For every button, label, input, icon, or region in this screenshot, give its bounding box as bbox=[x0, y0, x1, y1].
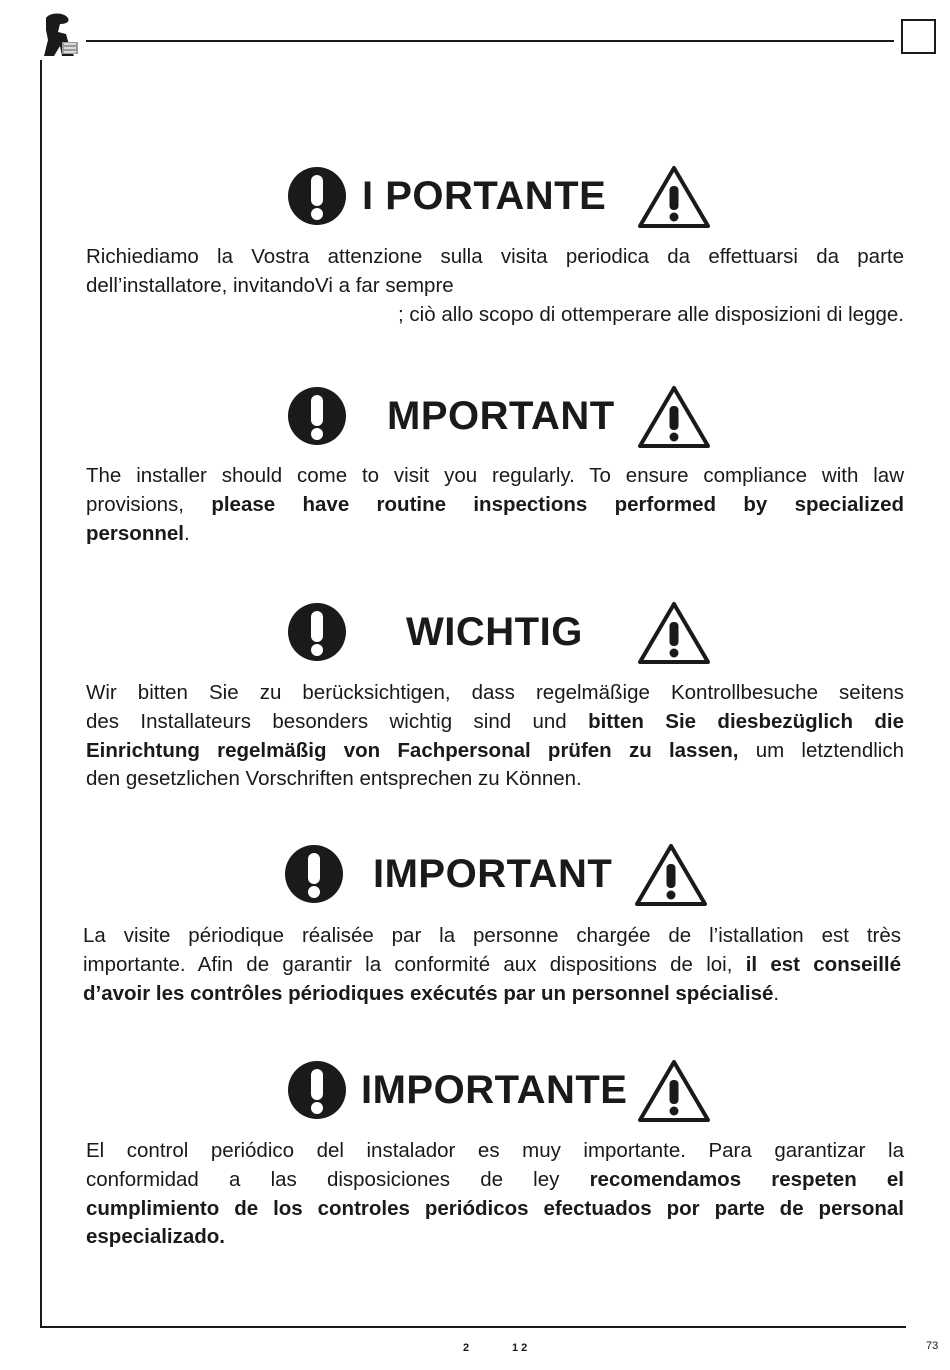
text-line: Richiediamo la Vostra attenzione sulla visita periodica da effettuarsi da parte bbox=[86, 245, 904, 268]
text-line: El control periódico del instalador es muy importante. Para garantizar la bbox=[86, 1139, 904, 1162]
text-line: Wir bitten Sie zu berücksichtigen, dass regelmäßige Kontrollbesuche seitens bbox=[86, 681, 904, 704]
heading-english bbox=[0, 386, 950, 450]
exclamation-circle-icon bbox=[284, 844, 344, 904]
text-line: d’avoir les contrôles périodiques exécutés par un personnel spécialisé. bbox=[83, 981, 780, 1005]
text-line: des Installateurs besonders wichtig sind und bitten Sie diesbezüglich die bbox=[86, 709, 904, 733]
text-line: importante. Afin de garantir la conformité aux dispositions de loi, il est conseillé bbox=[83, 952, 902, 976]
paragraph-german bbox=[86, 679, 904, 794]
footer-rule bbox=[40, 1326, 906, 1328]
heading-spanish bbox=[0, 1060, 950, 1124]
heading-title: MPORTANT bbox=[387, 394, 615, 438]
text-line: cumplimiento de los controles periódicos efectuados por parte de personal bbox=[86, 1196, 904, 1220]
heading-german bbox=[0, 602, 950, 666]
heading-italian bbox=[0, 166, 950, 230]
text-line: personnel. bbox=[86, 521, 190, 545]
exclamation-circle-icon bbox=[287, 166, 347, 226]
heading-title: WICHTIG bbox=[406, 610, 583, 654]
brand-logo bbox=[40, 12, 80, 58]
text-line: conformidad a las disposiciones de ley recomendamos respeten el bbox=[86, 1167, 904, 1191]
left-margin-rule bbox=[40, 60, 42, 1328]
warning-triangle-icon bbox=[633, 842, 709, 908]
paragraph-english bbox=[86, 462, 904, 548]
paragraph-french bbox=[83, 922, 901, 1008]
exclamation-circle-icon bbox=[287, 602, 347, 662]
text-line: dell’installatore, invitandoVi a far sempre bbox=[86, 273, 454, 297]
text-line: ; ciò allo scopo di ottemperare alle disposizioni di legge. bbox=[398, 302, 904, 326]
paragraph-italian bbox=[86, 243, 904, 329]
exclamation-circle-icon bbox=[287, 1060, 347, 1120]
warning-triangle-icon bbox=[636, 164, 712, 230]
heading-french bbox=[0, 844, 950, 908]
exclamation-circle-icon bbox=[287, 386, 347, 446]
warning-triangle-icon bbox=[636, 1058, 712, 1124]
text-line: Einrichtung regelmäßig von Fachpersonal prüfen zu lassen, um letztendlich bbox=[86, 738, 904, 762]
text-line: provisions, please have routine inspections performed by specialized bbox=[86, 492, 904, 516]
header-rule bbox=[86, 40, 894, 42]
warning-triangle-icon bbox=[636, 384, 712, 450]
text-line: The installer should come to visit you regularly. To ensure compliance with law bbox=[86, 464, 904, 487]
footer-code-1: 2 bbox=[463, 1342, 470, 1354]
header-box bbox=[901, 19, 936, 54]
page-number: 73 bbox=[926, 1340, 939, 1352]
text-line: den gesetzlichen Vorschriften entsprechen zu Können. bbox=[86, 767, 582, 791]
heading-title: IMPORTANT bbox=[373, 852, 613, 896]
paragraph-spanish bbox=[86, 1137, 904, 1252]
footer-code-2: 1 2 bbox=[512, 1342, 528, 1354]
heading-title: IMPORTANTE bbox=[361, 1068, 628, 1112]
heading-title: I PORTANTE bbox=[362, 174, 607, 218]
text-line: especializado. bbox=[86, 1225, 226, 1249]
text-line: La visite périodique réalisée par la personne chargée de l’istallation est très bbox=[83, 924, 901, 947]
warning-triangle-icon bbox=[636, 600, 712, 666]
